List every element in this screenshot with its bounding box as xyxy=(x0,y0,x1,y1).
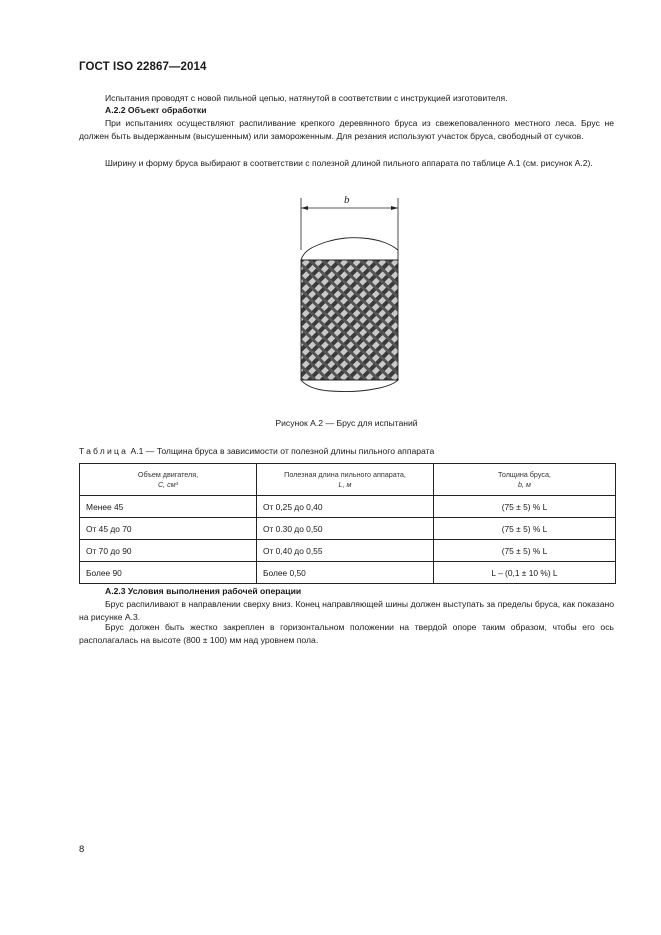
beam-body xyxy=(301,260,398,380)
cell-beam-thickness: (75 ± 5) % L xyxy=(434,518,616,540)
data-table xyxy=(79,463,616,584)
section-a22-heading: А.2.2 Объект обработки xyxy=(105,105,207,115)
section-a22-paragraph-1: При испытаниях осуществляют распиливание крепкого деревянного бруса из свежеповаленного местного леса. Брус не должен быть выдержанным (высушенным) или замороженным. Для резания используют участок бруса, свободный от сучков. xyxy=(79,118,614,142)
section-a22-paragraph-2: Ширину и форму бруса выбирают в соответствии с полезной длиной пильного аппарата по таблице А.1 (см. рисунок А.2). xyxy=(105,158,593,168)
timber-beam-figure xyxy=(280,190,410,400)
cell-engine-volume: Менее 45 xyxy=(80,496,257,518)
cell-beam-thickness: L – (0,1 ± 10 %) L xyxy=(434,562,616,584)
intro-paragraph: Испытания проводят с новой пильной цепью, натянутой в соответствии с инструкцией изготовителя. xyxy=(105,93,508,103)
dimension-arrow-left xyxy=(301,206,308,210)
header-beam-thickness: Толщина бруса, b, м xyxy=(434,464,616,496)
cell-bar-length: Более 0,50 xyxy=(257,562,434,584)
header-bar-length: Полезная длина пильного аппарата, L, м xyxy=(257,464,434,496)
cell-beam-thickness: (75 ± 5) % L xyxy=(434,496,616,518)
dimension-label: b xyxy=(344,194,350,206)
table-caption-prefix: Таблица xyxy=(79,446,129,456)
dimension-arrow-right xyxy=(391,206,398,210)
figure-caption: Рисунок А.2 — Брус для испытаний xyxy=(275,418,418,428)
table-caption-text: А.1 — Толщина бруса в зависимости от полезной длины пильного аппарата xyxy=(128,446,435,456)
table-caption xyxy=(79,446,434,456)
table-row xyxy=(80,518,616,540)
header-engine-volume: Объем двигателя, C, см³ xyxy=(80,464,257,496)
table-row xyxy=(80,496,616,518)
document-header: ГОСТ ISO 22867—2014 xyxy=(79,61,207,73)
section-a23-paragraph-2: Брус должен быть жестко закреплен в горизонтальном положении на твердой опоре таким образом, чтобы его ось располагалась на высоте (800 ± 100) мм над уровнем пола. xyxy=(79,622,614,646)
section-a23-paragraph-1: Брус распиливают в направлении сверху вниз. Конец направляющей шины должен выступать за пределы бруса, как показано на рисунке А.3. xyxy=(79,599,614,623)
cell-beam-thickness: (75 ± 5) % L xyxy=(434,540,616,562)
page-number: 8 xyxy=(79,844,85,855)
cell-bar-length: От 0.30 до 0,50 xyxy=(257,518,434,540)
table-header-row xyxy=(80,464,616,496)
cell-engine-volume: Более 90 xyxy=(80,562,257,584)
table-row xyxy=(80,562,616,584)
cell-bar-length: От 0,25 до 0,40 xyxy=(257,496,434,518)
cell-engine-volume: От 45 до 70 xyxy=(80,518,257,540)
cell-engine-volume: От 70 до 90 xyxy=(80,540,257,562)
beam-bottom-break xyxy=(301,380,398,392)
cell-bar-length: От 0,40 до 0,55 xyxy=(257,540,434,562)
beam-top-break xyxy=(301,238,398,260)
section-a23-heading: А.2.3 Условия выполнения рабочей операции xyxy=(105,586,302,596)
table-row xyxy=(80,540,616,562)
